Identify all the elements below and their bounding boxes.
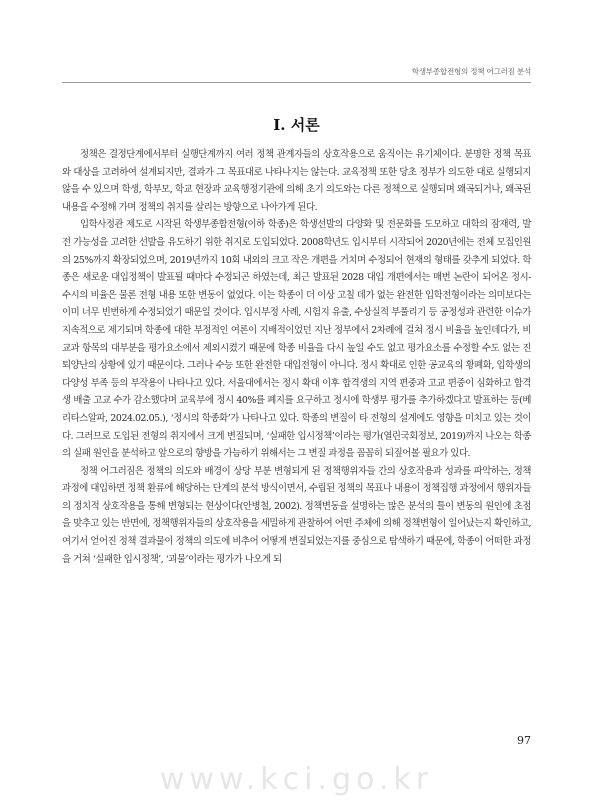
body-text <box>62 146 531 568</box>
header-divider <box>62 82 531 83</box>
section-title: Ⅰ. 서론 <box>273 116 320 135</box>
running-head: 학생부종합전형의 정책 어그러짐 분석 <box>411 67 531 76</box>
watermark: www.kci.go.kr <box>159 762 434 797</box>
page-number: 97 <box>517 734 531 747</box>
paragraph-3: 정책 어그러짐은 정책의 의도와 배경이 상당 부분 변형되게 된 정책행위자들 간의 상호작용과 성과를 파악하는, 정책과정에 대입하면 정책 환류에 해당하는 단계의 분석 방식이면서, 수립된 정책의 목표나 내용이 정책집행 과정에서 행위자들의 정치적 상호작용을 통해 변형되는 현상이다(안병철, 2002). 정책변동을 설명하는 많은 분석의 틀이 변동의 원인에 초점을 맞추고 있는 반면에, 정책행위자들의 상호작용을 세밀하게 관찰하여 어떤 주체에 의해 정책변형이 일어났는지 확인하고, 여기서 얻어진 정책 결과물이 정책의 의도에 비추어 어떻게 변질되었는지를 중심으로 탐색하기 때문에, 학종이 어떠한 과정을 거쳐 ‘실패한 입시정책’, ‘괴물’이라는 평가가 나오게 되 <box>62 465 531 565</box>
paragraph-2: 입학사정관 제도로 시작된 학생부종합전형(이하 학종)은 학생선발의 다양화 및 전문화를 도모하고 대학의 잠재력, 발전 가능성을 고려한 선발을 유도하기 위한 취지로 도입되었다. 2008학년도 입시부터 시작되어 2020년에는 전체 모집인원의 25%까지 확장되었으며, 2019년까지 10회 내외의 크고 작은 개편을 거치며 수정되어 현재의 형태를 갖추게 되었다. 학종은 새로운 대입정책이 발표될 때마다 수정되곤 하였는데, 최근 발표된 2028 대입 개편에서는 매번 논란이 되어온 정시-수시의 비율은 물론 전형 내용 또한 변동이 없었다. 이는 학종이 더 이상 고칠 데가 없는 완전한 입학전형이라는 의미보다는 이미 너무 빈번하게 수정되었기 때문일 것이다. 입시부정 사례, 시험지 유출, 수상실적 부풀리기 등 공정성과 관련한 이슈가 지속적으로 제기되며 학종에 대한 부정적인 여론이 지배적이었던 지난 정부에서 2차례에 걸쳐 정시 비율을 높인데다가, 비교과 항목의 대부분을 평가요소에서 제외시켰기 때문에 학종 비율을 다시 높일 수도 없고 평가요소를 수정할 수도 없는 진퇴양난의 상황에 있기 때문이다. 그러나 수능 또한 완전한 대입전형이 아니다. 정시 확대로 인한 공교육의 황폐화, 입학생의 다양성 부족 등의 부작용이 나타나고 있다. 서울대에서는 정시 확대 이후 합격생의 지역 편중과 고교 편중이 심화하고 합격생 배출 고교 수가 감소했다며 교육부에 정시 40%를 폐지를 요구하고 정시에 학생부 평가를 추가하겠다고 발표하는 등(베리타스알파, 2024.02.05.), ‘정시의 학종화’가 나타나고 있다. 학종의 변질이 타 전형의 설계에도 영향을 미치고 있는 것이다. 그러므로 도입된 전형의 취지에서 크게 변질되며, ‘실패한 입시정책’이라는 평가(열린국회정보, 2019)까지 나오는 학종의 실패 원인을 분석하고 앞으로의 향방을 가늠하기 위해서는 그 변질 과정을 꼼꼼히 되짚어볼 필요가 있다. <box>62 219 531 460</box>
paragraph-1: 정책은 결정단계에서부터 실행단계까지 여러 정책 관계자들의 상호작용으로 움직이는 유기체이다. 분명한 정책 목표와 대상을 고려하여 설계되지만, 결과가 그 목표대로 나타나지는 않는다. 교육정책 또한 당초 정부가 의도한 대로 실행되지 않을 수 있으며 학생, 학부모, 학교 현장과 교육행정기관에 의해 초기 의도와는 다른 정책으로 실행되며 왜곡되거나, 왜곡된 내용을 수정해 가며 정책의 취지를 살리는 방향으로 나아가게 된다. <box>62 149 531 213</box>
